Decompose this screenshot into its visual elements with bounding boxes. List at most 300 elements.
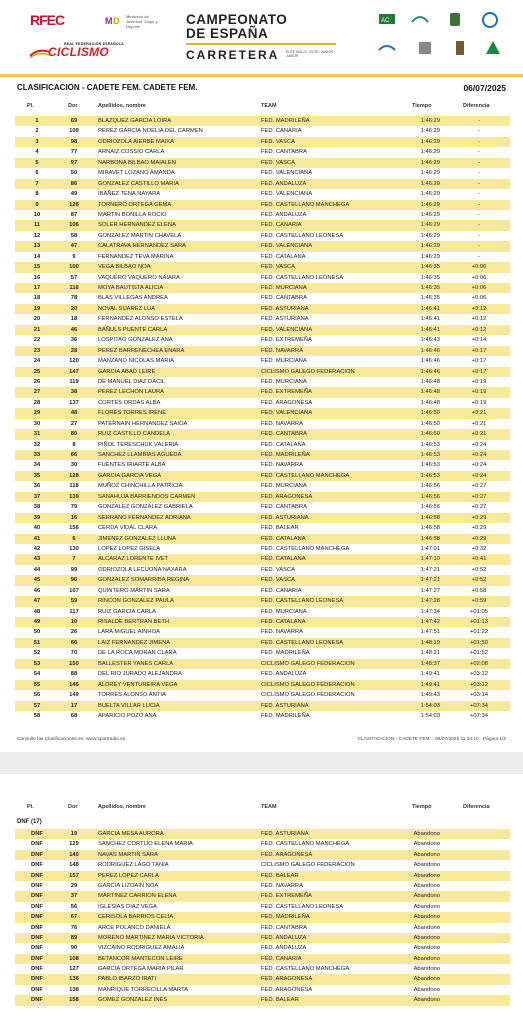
footer-right: CLASIFICACION - CADETE FEM. - 06/07/2025 11:34:10 - Página 1/2 xyxy=(357,737,506,742)
team-cell: FED. CANARIA xyxy=(261,587,302,594)
gap-cell: +03:12 xyxy=(470,671,488,678)
gap-cell: +0:06 xyxy=(471,274,487,281)
team-cell: FED. EXTREMEÑA xyxy=(261,389,312,396)
col-name: Apellidos, nombre xyxy=(98,103,146,109)
time-cell: 1:48:21 xyxy=(420,650,440,657)
col-diff: Diferencia xyxy=(463,103,490,109)
rider-name-cell: MOYA BAUTISTA ALICIA xyxy=(98,285,164,291)
status-cell: DNF xyxy=(31,945,43,952)
gap-cell: +0:19 xyxy=(471,399,487,406)
status-text-cell: Abandono xyxy=(413,997,440,1004)
status-cell: DNF xyxy=(31,986,43,993)
table-row xyxy=(15,711,510,721)
table-row xyxy=(15,408,510,418)
bib-cell: 99 xyxy=(70,566,78,573)
time-cell: 1:46:56 xyxy=(420,493,440,500)
team-cell: FED. EXTREMEÑA xyxy=(261,893,312,900)
table-row xyxy=(15,241,510,251)
table-row xyxy=(15,325,510,335)
time-cell: 1:47:21 xyxy=(420,577,440,584)
team-cell: FED. BALEAR xyxy=(261,525,299,532)
gap-cell: +0:29 xyxy=(471,525,487,532)
rider-name-cell: RINCON GONZALEZ PAULA xyxy=(98,598,174,605)
position-cell: 22 xyxy=(33,337,41,344)
bib-cell: 77 xyxy=(70,149,78,156)
position-cell: 41 xyxy=(33,535,41,542)
report-date: 06/07/2025 xyxy=(463,83,506,93)
position-cell: 19 xyxy=(33,305,41,312)
position-cell: 34 xyxy=(33,462,41,469)
bib-cell: 8 xyxy=(72,441,76,448)
time-cell: 1:46:53 xyxy=(420,441,440,448)
status-cell: DNF xyxy=(31,882,43,889)
table-row xyxy=(15,440,510,450)
time-cell: 1:46:35 xyxy=(420,264,440,271)
gap-cell: +0:21 xyxy=(471,431,487,438)
team-cell: FED. CATALANA xyxy=(261,556,306,563)
gap-cell: - xyxy=(478,118,480,124)
gap-cell: - xyxy=(478,222,480,229)
time-cell: 1:46:29 xyxy=(420,128,440,135)
table-row xyxy=(15,933,510,943)
rider-name-cell: BUELTA VILLAR LUCIA xyxy=(98,702,160,709)
header-divider xyxy=(0,74,523,77)
federation-subtitle: REAL FEDERACIÓN ESPAÑOLA xyxy=(64,42,124,46)
team-cell: FED. ARAGONESA xyxy=(261,399,313,406)
team-cell: FED. CANTABRA xyxy=(261,149,307,156)
bib-cell: 126 xyxy=(69,201,79,208)
rider-name-cell: CERISOLA BARRIOS CELIA xyxy=(98,914,174,921)
time-cell: 1:46:29 xyxy=(420,211,440,218)
team-cell: FED. NAVARRA xyxy=(261,347,303,354)
position-cell: 47 xyxy=(33,598,41,605)
position-cell: 27 xyxy=(33,389,41,396)
rider-name-cell: CERDA VIDAL CLARA xyxy=(98,525,158,532)
table-row xyxy=(15,356,510,366)
time-cell: 1:47:21 xyxy=(420,566,440,573)
table-row xyxy=(15,627,510,637)
rider-name-cell: DE LA ROCA MORAN CLARA xyxy=(98,650,177,657)
position-cell: 7 xyxy=(35,180,39,187)
position-cell: 52 xyxy=(33,650,41,657)
status-cell: DNF xyxy=(31,851,43,858)
bib-cell: 56 xyxy=(70,903,78,910)
rider-name-cell: LAIZ FERNANDEZ JIMENA xyxy=(98,639,171,646)
bib-cell: 78 xyxy=(70,295,78,302)
time-cell: 1:47:51 xyxy=(420,629,440,636)
gap-cell: +0:24 xyxy=(471,452,487,458)
team-cell: FED. CASTELLANO LEONESA xyxy=(261,232,344,239)
bib-cell: 67 xyxy=(70,914,78,921)
time-cell: 1:46:48 xyxy=(420,399,440,406)
position-cell: 45 xyxy=(33,577,41,584)
bib-cell: 59 xyxy=(70,598,78,605)
table-row xyxy=(15,881,510,891)
position-cell: 20 xyxy=(33,316,41,323)
rider-name-cell: MARTIN BONILLA ROCIO xyxy=(98,211,167,218)
position-cell: 32 xyxy=(33,441,41,448)
col-name: Apellidos, nombre xyxy=(98,804,146,810)
position-cell: 33 xyxy=(33,452,41,458)
swoosh-icon xyxy=(30,48,50,58)
bib-cell: 136 xyxy=(69,976,79,983)
table-row xyxy=(15,902,510,912)
table-header xyxy=(15,100,510,112)
time-cell: 1:46:29 xyxy=(420,159,440,166)
rider-name-cell: GARCIA ORTEGA MARIA PILAR xyxy=(98,966,184,973)
bib-cell: 66 xyxy=(70,452,78,458)
col-pl: Pl. xyxy=(27,804,34,810)
position-cell: 43 xyxy=(33,556,41,563)
bib-cell: 47 xyxy=(70,243,78,250)
gap-cell: - xyxy=(478,170,480,177)
position-cell: 10 xyxy=(33,211,41,218)
gap-cell: +0:41 xyxy=(471,556,487,563)
rider-name-cell: SANCHEZ CORTIJO ELENA MARIA xyxy=(98,841,193,848)
status-text-cell: Abandono xyxy=(413,841,440,848)
position-cell: 26 xyxy=(33,378,41,385)
team-cell: CICLISMO GALEGO FEDERACION xyxy=(261,692,355,699)
status-cell: DNF xyxy=(31,966,43,973)
position-cell: 51 xyxy=(33,639,41,646)
gap-cell: +0:24 xyxy=(471,441,487,448)
rider-name-cell: ODRIOZOLA AIERBE MAIXA xyxy=(98,138,175,145)
rider-name-cell: BAÑULS PUENTE CARLA xyxy=(98,326,168,333)
status-cell: DNF xyxy=(31,841,43,848)
rider-name-cell: BLAZQUEZ GARCIA LOIRA xyxy=(98,118,172,124)
svg-text:D: D xyxy=(113,16,120,26)
gap-cell: +0:14 xyxy=(471,337,487,344)
gap-cell: +0:24 xyxy=(471,462,487,469)
rider-name-cell: SANCHEZ LLAMBIAS AGUEDA xyxy=(98,452,182,458)
rider-name-cell: ODRIOZOLA LECUONA NAXARA xyxy=(98,566,187,573)
gap-cell: +0:06 xyxy=(471,264,487,271)
gap-cell: +0:17 xyxy=(471,347,487,354)
position-cell: 57 xyxy=(33,702,41,709)
team-cell: FED. CANARIA xyxy=(261,128,302,135)
table-row xyxy=(15,544,510,554)
rider-name-cell: MANZANO NICOLAS MARIA xyxy=(98,358,175,365)
position-cell: 29 xyxy=(33,410,41,417)
time-cell: 1:46:56 xyxy=(420,483,440,490)
table-row xyxy=(15,596,510,606)
table-row xyxy=(15,964,510,974)
team-cell: FED. CANTABRA xyxy=(261,504,307,511)
bib-cell: 80 xyxy=(70,431,78,438)
rider-name-cell: BETANCOR MANTECON LEIRE xyxy=(98,955,183,962)
team-cell: CICLISMO GALEGO FEDERACION xyxy=(261,681,355,688)
gap-cell: +02:08 xyxy=(470,660,488,667)
gap-cell: - xyxy=(478,243,480,250)
time-cell: 1:46:29 xyxy=(420,222,440,229)
status-text-cell: Abandono xyxy=(413,903,440,910)
position-cell: 17 xyxy=(33,285,41,291)
rider-name-cell: PEREZ LECHON LAURA xyxy=(98,389,165,396)
rider-name-cell: GARCIA LIZOAIN NOA xyxy=(98,882,159,889)
rider-name-cell: ALDREY VENTUREIRA VEGA xyxy=(98,681,178,688)
rider-name-cell: SERRANO FERNANDEZ ADRIANA xyxy=(98,514,191,521)
time-cell: 1:46:41 xyxy=(420,305,440,312)
bib-cell: 140 xyxy=(69,851,79,858)
time-cell: 1:47:42 xyxy=(420,619,440,625)
team-cell: FED. MURCIANA xyxy=(261,483,307,490)
team-cell: FED. MURCIANA xyxy=(261,358,307,365)
table-row xyxy=(15,680,510,690)
team-cell: FED. CANARIA xyxy=(261,955,302,962)
team-cell: FED. VALENCIANA xyxy=(261,326,313,333)
time-cell: 1:46:29 xyxy=(420,243,440,250)
gap-cell: +0:17 xyxy=(471,358,487,365)
gap-cell: - xyxy=(478,138,480,145)
rider-name-cell: PEREZ BARRENECHEA ENARA xyxy=(98,347,185,354)
team-cell: FED. ARAGONESA xyxy=(261,493,313,500)
table-row xyxy=(15,367,510,377)
gap-cell: +0:21 xyxy=(471,420,487,427)
table-row xyxy=(15,450,510,460)
team-cell: FED. CASTELLANO LEONESA xyxy=(261,639,344,646)
team-cell: CICLISMO GALEGO FEDERACION xyxy=(261,862,355,869)
table-row xyxy=(15,974,510,984)
bib-cell: 79 xyxy=(70,504,78,511)
position-cell: 1 xyxy=(35,118,39,124)
time-cell: 1:48:37 xyxy=(420,660,440,667)
status-cell: DNF xyxy=(31,997,43,1004)
team-cell: FED. CATALANA xyxy=(261,535,306,542)
position-cell: 8 xyxy=(35,191,39,198)
time-cell: 1:49:41 xyxy=(420,671,440,678)
time-cell: 1:46:29 xyxy=(420,149,440,156)
bib-cell: 147 xyxy=(69,368,79,375)
rider-name-cell: RISALDE BERTRAN BETH xyxy=(98,619,170,625)
rider-name-cell: ALCARAZ LORENTE IVET xyxy=(98,556,169,563)
rider-name-cell: CORTES ORDAS ALBA xyxy=(98,399,161,406)
table-row xyxy=(15,954,510,964)
status-cell: DNF xyxy=(31,893,43,900)
bib-cell: 107 xyxy=(69,587,79,594)
time-cell: 1:46:46 xyxy=(420,358,440,365)
table-row xyxy=(15,575,510,585)
rider-name-cell: TORNERO ORTEGA GEMA xyxy=(98,201,172,208)
bib-cell: 30 xyxy=(70,462,78,469)
results-table xyxy=(15,116,510,721)
team-cell: FED. CATALANA xyxy=(261,441,306,448)
team-cell: FED. ARAGONESA xyxy=(261,986,313,993)
time-cell: 1:46:50 xyxy=(420,420,440,427)
rider-name-cell: RODRIGUEZ LAGO TANIA xyxy=(98,862,169,869)
title-categories: ÉLITE SUB 23 · ÉLITE / JÚNIOR / JUNIOR xyxy=(286,50,335,58)
team-cell: FED. NAVARRA xyxy=(261,882,303,889)
position-cell: 36 xyxy=(33,483,41,490)
position-cell: 40 xyxy=(33,525,41,532)
bib-cell: 149 xyxy=(69,692,79,699)
gap-cell: +0:29 xyxy=(471,514,487,521)
table-row xyxy=(15,923,510,933)
rider-name-cell: MUÑOZ CHINCHILLA PATRICIA xyxy=(98,483,183,490)
rider-name-cell: GONZALEZ CASTILLO MARIA xyxy=(98,180,179,187)
bib-cell: 109 xyxy=(69,128,79,135)
time-cell: 1:46:48 xyxy=(420,389,440,396)
status-text-cell: Abandono xyxy=(413,851,440,858)
status-text-cell: Abandono xyxy=(413,831,440,837)
rider-name-cell: GARCIA ABAD LEIRE xyxy=(98,368,156,375)
bib-cell: 108 xyxy=(69,955,79,962)
rider-name-cell: PABLO IBARZO IRATI xyxy=(98,976,157,983)
table-row xyxy=(15,534,510,544)
table-row xyxy=(15,891,510,901)
position-cell: 42 xyxy=(33,545,41,552)
team-cell: FED. MADRILEÑA xyxy=(261,712,310,719)
sponsor-logo-icon xyxy=(377,10,397,30)
bib-cell: 7 xyxy=(72,556,76,563)
table-row xyxy=(15,200,510,210)
table-row xyxy=(15,179,510,189)
position-cell: 9 xyxy=(35,201,39,208)
gap-cell: +01:50 xyxy=(470,639,488,646)
col-time: Tiempo xyxy=(412,804,432,810)
table-row xyxy=(15,210,510,220)
table-row xyxy=(15,860,510,870)
rider-name-cell: CALATRAVA HERNANDEZ SARA xyxy=(98,243,186,250)
team-cell: CICLISMO GALEGO FEDERACION xyxy=(261,660,355,667)
rider-name-cell: GOMEZ GONZALEZ INES xyxy=(98,997,168,1004)
rider-name-cell: TORRES ALONSO ANTIA xyxy=(98,692,166,699)
table-row xyxy=(15,189,510,199)
bib-cell: 60 xyxy=(70,639,78,646)
bib-cell: 127 xyxy=(69,966,79,973)
rider-name-cell: PATERNAIN HERNANDEZ SAIOA xyxy=(98,420,188,427)
gap-cell: +0:17 xyxy=(471,368,487,375)
bib-cell: 117 xyxy=(69,608,79,615)
table-row xyxy=(15,220,510,230)
table-row xyxy=(15,377,510,387)
bib-cell: 18 xyxy=(70,316,78,323)
status-text-cell: Abandono xyxy=(413,862,440,869)
rider-name-cell: APARICIO POZO ANA xyxy=(98,712,157,719)
time-cell: 1:47:27 xyxy=(420,587,440,594)
bib-cell: 20 xyxy=(70,305,78,312)
rider-name-cell: MORENO MARTINEZ MARIA VICTORIA xyxy=(98,934,204,941)
team-cell: FED. CATALANA xyxy=(261,253,306,260)
bib-cell: 29 xyxy=(70,882,78,889)
table-row xyxy=(15,481,510,491)
rider-name-cell: DE MANUEL DIAZ DACIL xyxy=(98,378,166,385)
bib-cell: 6 xyxy=(72,535,76,542)
status-cell: DNF xyxy=(31,872,43,879)
bib-cell: 138 xyxy=(69,986,79,993)
gap-cell: +0:32 xyxy=(471,545,487,552)
rider-name-cell: RUIZ CASTILLO CANDELA xyxy=(98,431,171,438)
time-cell: 1:54:03 xyxy=(420,702,440,709)
col-time: Tiempo xyxy=(412,103,432,109)
status-cell: DNF xyxy=(31,831,43,837)
gap-cell: - xyxy=(478,159,480,166)
position-cell: 6 xyxy=(35,170,39,177)
bib-cell: 37 xyxy=(70,893,78,900)
team-cell: FED. BALEAR xyxy=(261,997,299,1004)
gap-cell: - xyxy=(478,253,480,260)
gap-cell: - xyxy=(478,232,480,239)
title-line-1: CAMPEONATO xyxy=(186,12,288,27)
col-team: TEAM xyxy=(261,804,277,810)
team-cell: FED. VALENCIANA xyxy=(261,410,313,417)
gap-cell: +0:12 xyxy=(471,316,487,323)
table-header xyxy=(15,801,510,813)
rider-name-cell: GONZALEZ GONZALEZ GABRIELA xyxy=(98,504,193,511)
bib-cell: 69 xyxy=(70,118,78,124)
gap-cell: +03:14 xyxy=(470,692,488,699)
sponsor-logo-icon xyxy=(483,38,503,58)
position-cell: 23 xyxy=(33,347,41,354)
team-cell: FED. MADRILEÑA xyxy=(261,914,310,921)
team-cell: FED. MADRILEÑA xyxy=(261,650,310,657)
team-cell: FED. CANARIA xyxy=(261,222,302,229)
bib-cell: 120 xyxy=(69,358,79,365)
gap-cell: - xyxy=(478,149,480,156)
position-cell: 14 xyxy=(33,253,41,260)
time-cell: 1:46:29 xyxy=(420,138,440,145)
time-cell: 1:46:29 xyxy=(420,118,440,124)
team-cell: FED. CATALANA xyxy=(261,619,306,625)
table-row xyxy=(15,429,510,439)
bib-cell: 38 xyxy=(70,389,78,396)
position-cell: 2 xyxy=(35,128,39,135)
team-cell: FED. CASTELLANO LEONESA xyxy=(261,274,344,281)
team-cell: FED. ANDALUZA xyxy=(261,934,307,941)
table-row xyxy=(15,502,510,512)
table-row xyxy=(15,871,510,881)
rider-name-cell: DEL RIO JURADO ALEJANDRA xyxy=(98,671,182,678)
bib-cell: 89 xyxy=(70,934,78,941)
bib-cell: 148 xyxy=(69,862,79,869)
time-cell: 1:46:35 xyxy=(420,274,440,281)
team-cell: FED. ANDALUZA xyxy=(261,211,307,218)
position-cell: 39 xyxy=(33,514,41,521)
table-row xyxy=(15,283,510,293)
time-cell: 1:46:29 xyxy=(420,253,440,260)
gap-cell: +0:19 xyxy=(471,378,487,385)
time-cell: 1:46:29 xyxy=(420,201,440,208)
federation-name: CICLISMO xyxy=(48,45,110,59)
position-cell: 46 xyxy=(33,587,41,594)
rider-name-cell: PIÑOL TERESCHUK VALERIA xyxy=(98,441,179,448)
rider-name-cell: BLAS VILLEGAS ANDREA xyxy=(98,295,168,302)
status-cell: DNF xyxy=(31,914,43,921)
team-cell: FED. EXTREMEÑA xyxy=(261,337,312,344)
bib-cell: 116 xyxy=(69,285,79,291)
position-cell: 21 xyxy=(33,326,41,333)
table-row xyxy=(15,829,510,839)
position-cell: 54 xyxy=(33,671,41,678)
bib-cell: 68 xyxy=(70,712,78,719)
rider-name-cell: LOSPITAO GONZALEZ ANA xyxy=(98,337,173,344)
title-line-2: DE ESPAÑA xyxy=(186,26,269,41)
rider-name-cell: IGLESIAS DIAZ VEGA xyxy=(98,903,157,910)
table-row xyxy=(15,273,510,283)
team-cell: FED. VASCA xyxy=(261,159,296,166)
time-cell: 1:46:46 xyxy=(420,347,440,354)
rfec-logo-text: RFEC xyxy=(30,12,65,28)
rider-name-cell: FERNANDEZ TEVA MARINA xyxy=(98,253,174,260)
bib-cell: 50 xyxy=(70,170,78,177)
bib-cell: 100 xyxy=(69,264,79,271)
rider-name-cell: GARCIA MESA AURORA xyxy=(98,831,164,837)
time-cell: 1:46:43 xyxy=(420,337,440,344)
team-cell: FED. ASTURIANA xyxy=(261,316,309,323)
bib-cell: 17 xyxy=(70,702,78,709)
position-cell: 25 xyxy=(33,368,41,375)
sponsor-logo-icon xyxy=(377,38,397,58)
ministry-label: Ministerio de Juventud, Mujer y Deporte xyxy=(126,14,158,29)
